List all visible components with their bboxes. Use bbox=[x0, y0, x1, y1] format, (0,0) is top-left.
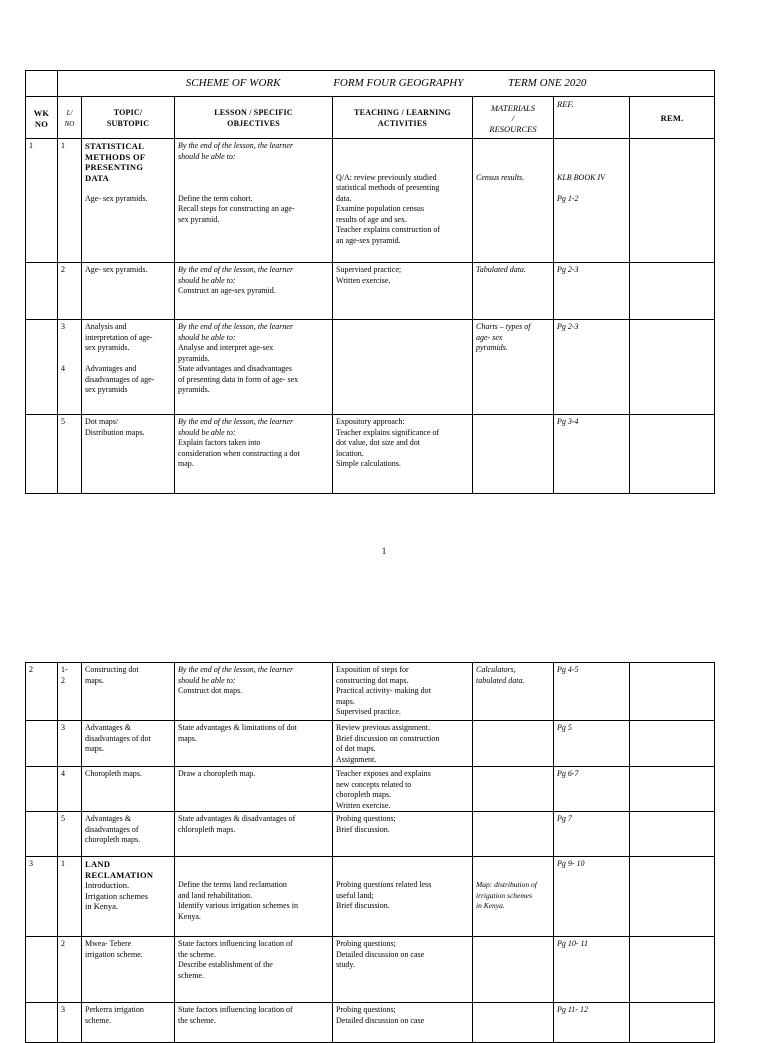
week-cell bbox=[26, 767, 58, 812]
lesson-number-cell: 1- 2 bbox=[58, 663, 82, 721]
activities-text: Teacher exposes and explains new concepts related to choropleth maps. Written exercise. bbox=[336, 769, 431, 810]
ref-page: Pg 1-2 bbox=[557, 193, 579, 203]
form-title: FORM FOUR GEOGRAPHY bbox=[333, 77, 464, 90]
activities-text: Probing questions; Detailed discussion on case bbox=[336, 1005, 425, 1025]
topic-cell bbox=[82, 812, 175, 857]
page-number: 1 bbox=[381, 546, 387, 556]
materials-cell bbox=[473, 721, 554, 767]
subtopic: Mwea- Tebere irrigation scheme. bbox=[85, 939, 143, 959]
objectives-text: State advantages & limitations of dot maps. bbox=[178, 723, 297, 743]
objectives-cell bbox=[175, 812, 333, 857]
materials-cell bbox=[473, 663, 554, 721]
remarks-cell bbox=[630, 320, 715, 415]
topic-heading: LAND RECLAMATION bbox=[85, 859, 154, 880]
table-row bbox=[26, 320, 715, 415]
scheme-table-page-2 bbox=[25, 662, 715, 1043]
lesson-number-cell: 3 bbox=[58, 721, 82, 767]
week-cell bbox=[26, 320, 58, 415]
objectives-cell bbox=[175, 721, 333, 767]
materials-cell bbox=[473, 767, 554, 812]
ref-text: Pg 9- 10 bbox=[557, 859, 585, 868]
materials-cell bbox=[473, 320, 554, 415]
subtopic: Age- sex pyramids. bbox=[85, 193, 148, 203]
materials-text: Calculators, tabulated data. bbox=[476, 665, 525, 685]
objectives-intro: By the end of the lesson, the learner should be able to: bbox=[178, 322, 294, 342]
ref-cell bbox=[554, 263, 630, 320]
objectives-text: Construct an age-sex pyramid. bbox=[178, 286, 276, 295]
ref-cell bbox=[554, 415, 630, 494]
week-cell: 2 bbox=[26, 663, 58, 721]
ref-text: Pg 6-7 bbox=[557, 769, 579, 778]
subtopic: Choropleth maps. bbox=[85, 769, 142, 778]
objectives-cell bbox=[175, 937, 333, 1003]
materials-cell bbox=[473, 1003, 554, 1043]
scheme-title: SCHEME OF WORK bbox=[185, 77, 281, 90]
materials-text: Map: distribution of irrigation schemes in Kenya. bbox=[476, 880, 537, 910]
subtopic: Advantages & disadvantages of dot maps. bbox=[85, 723, 151, 753]
topic-cell bbox=[82, 767, 175, 812]
remarks-cell bbox=[630, 415, 715, 494]
materials-cell bbox=[473, 263, 554, 320]
activities-cell bbox=[333, 263, 473, 320]
subtopic: Advantages and disadvantages of age- sex pyramids bbox=[85, 364, 155, 394]
activities-cell bbox=[333, 857, 473, 937]
objectives-cell bbox=[175, 139, 333, 263]
lesson-number-cell: 1 bbox=[58, 139, 82, 263]
ref-text: Pg 7 bbox=[557, 814, 572, 823]
remarks-cell bbox=[630, 857, 715, 937]
remarks-cell bbox=[630, 1003, 715, 1043]
activities-cell bbox=[333, 812, 473, 857]
activities-text: Expository approach: Teacher explains significance of dot value, dot size and dot location. Simple calculations. bbox=[336, 417, 440, 468]
table-row bbox=[26, 812, 715, 857]
ref-cell bbox=[554, 1003, 630, 1043]
remarks-cell bbox=[630, 721, 715, 767]
table-row bbox=[26, 721, 715, 767]
remarks-cell bbox=[630, 767, 715, 812]
materials-cell bbox=[473, 857, 554, 937]
subtopic: Age- sex pyramids. bbox=[85, 265, 148, 274]
objectives-cell bbox=[175, 857, 333, 937]
lesson-number-cell: 5 bbox=[58, 812, 82, 857]
col-header-materials: MATERIALS / RESOURCES bbox=[473, 97, 554, 139]
term-title: TERM ONE 2020 bbox=[508, 77, 587, 90]
table-row bbox=[26, 663, 715, 721]
table-row bbox=[26, 263, 715, 320]
subtopic: Dot maps/ Distribution maps. bbox=[85, 417, 145, 437]
ref-cell bbox=[554, 139, 630, 263]
materials-text: Census results. bbox=[476, 172, 525, 182]
document-title bbox=[58, 71, 715, 97]
ref-cell bbox=[554, 857, 630, 937]
topic-heading: STATISTICAL METHODS OF PRESENTING DATA bbox=[85, 141, 146, 183]
materials-cell bbox=[473, 937, 554, 1003]
topic-cell bbox=[82, 663, 175, 721]
objectives-text: Define the terms land reclamation and land rehabilitation. Identify various irrigation schemes in Kenya. bbox=[178, 880, 298, 921]
objectives-cell bbox=[175, 767, 333, 812]
topic-cell bbox=[82, 415, 175, 494]
week-cell bbox=[26, 937, 58, 1003]
activities-cell bbox=[333, 1003, 473, 1043]
lesson-number-cell: 2 bbox=[58, 937, 82, 1003]
col-header-lno: L/ NO bbox=[58, 97, 82, 139]
week-cell bbox=[26, 1003, 58, 1043]
remarks-cell bbox=[630, 937, 715, 1003]
week-cell: 3 bbox=[26, 857, 58, 937]
ref-cell bbox=[554, 812, 630, 857]
ref-text: Pg 11- 12 bbox=[557, 1005, 588, 1014]
table-row bbox=[26, 857, 715, 937]
ref-text: Pg 4-5 bbox=[557, 665, 579, 674]
objectives-intro: By the end of the lesson, the learner should be able to: bbox=[178, 417, 294, 437]
materials-cell bbox=[473, 139, 554, 263]
topic-cell bbox=[82, 937, 175, 1003]
lesson-number-cell: 2 bbox=[58, 263, 82, 320]
activities-cell bbox=[333, 415, 473, 494]
remarks-cell bbox=[630, 663, 715, 721]
ref-text: Pg 2-3 bbox=[557, 265, 579, 274]
ref-text: Pg 5 bbox=[557, 723, 572, 732]
objectives-text: State factors influencing location of the scheme. Describe establishment of the scheme. bbox=[178, 939, 293, 980]
ref-text: Pg 10- 11 bbox=[557, 939, 588, 948]
materials-text: Tabulated data. bbox=[476, 265, 526, 274]
objectives-text: State factors influencing location of the scheme. bbox=[178, 1005, 293, 1025]
week-cell bbox=[26, 721, 58, 767]
ref-cell bbox=[554, 663, 630, 721]
activities-text: Supervised practice; Written exercise. bbox=[336, 265, 402, 285]
activities-cell bbox=[333, 721, 473, 767]
remarks-cell bbox=[630, 139, 715, 263]
activities-cell bbox=[333, 139, 473, 263]
activities-cell bbox=[333, 937, 473, 1003]
lesson-number-cell: 3 4 bbox=[58, 320, 82, 415]
activities-cell bbox=[333, 320, 473, 415]
objectives-cell bbox=[175, 415, 333, 494]
objectives-text: Construct dot maps. bbox=[178, 686, 243, 695]
ref-cell bbox=[554, 320, 630, 415]
col-header-ref: REF. bbox=[554, 97, 630, 139]
ref-text: KLB BOOK IV bbox=[557, 172, 605, 182]
topic-cell bbox=[82, 320, 175, 415]
subtopic: Perkerra irrigation scheme. bbox=[85, 1005, 144, 1025]
ref-cell bbox=[554, 721, 630, 767]
activities-text: Probing questions; Detailed discussion on case study. bbox=[336, 939, 425, 969]
topic-cell bbox=[82, 857, 175, 937]
col-header-activities: TEACHING / LEARNING ACTIVITIES bbox=[333, 97, 473, 139]
table-row bbox=[26, 767, 715, 812]
week-cell bbox=[26, 415, 58, 494]
table-row bbox=[26, 139, 715, 263]
materials-cell bbox=[473, 812, 554, 857]
activities-cell bbox=[333, 663, 473, 721]
table-row bbox=[26, 937, 715, 1003]
objectives-cell bbox=[175, 263, 333, 320]
subtopic: Analysis and interpretation of age- sex pyramids. bbox=[85, 322, 153, 352]
lesson-number-cell: 4 bbox=[58, 767, 82, 812]
objectives-text: State advantages & disadvantages of chloropleth maps. bbox=[178, 814, 296, 834]
ref-text: Pg 2-3 bbox=[557, 322, 579, 331]
objectives-text: Draw a choropleth map. bbox=[178, 769, 256, 778]
activities-text: Review previous assignment. Brief discussion on construction of dot maps. Assignment. bbox=[336, 723, 440, 764]
lesson-number-cell: 3 bbox=[58, 1003, 82, 1043]
activities-text: Probing questions; Brief discussion. bbox=[336, 814, 396, 834]
subtopic: Advantages & disadvantages of choropleth maps. bbox=[85, 814, 141, 844]
topic-cell bbox=[82, 263, 175, 320]
objectives-text: Explain factors taken into consideration when constructing a dot map. bbox=[178, 438, 300, 468]
lesson-number-cell: 5 bbox=[58, 415, 82, 494]
week-cell: 1 bbox=[26, 139, 58, 263]
objectives-text: Define the term cohort. Recall steps for constructing an age- sex pyramid. bbox=[178, 193, 295, 224]
objectives-intro: By the end of the lesson, the learner should be able to: bbox=[178, 141, 294, 161]
week-cell bbox=[26, 812, 58, 857]
lesson-number-cell: 1 bbox=[58, 857, 82, 937]
activities-text: Exposition of steps for constructing dot maps. Practical activity- making dot maps. Supervised practice. bbox=[336, 665, 431, 716]
objectives-intro: By the end of the lesson, the learner should be able to: bbox=[178, 265, 294, 285]
col-header-rem: REM. bbox=[630, 97, 715, 139]
activities-cell bbox=[333, 767, 473, 812]
col-header-wk: WK NO bbox=[26, 97, 58, 139]
materials-cell bbox=[473, 415, 554, 494]
subtopic: Constructing dot maps. bbox=[85, 665, 139, 685]
objectives-cell bbox=[175, 1003, 333, 1043]
topic-cell bbox=[82, 1003, 175, 1043]
objectives-cell bbox=[175, 663, 333, 721]
objectives-cell bbox=[175, 320, 333, 415]
activities-text: Q/A: review previously studied statistical methods of presenting data. Examine population census results of age and sex. Teacher explains construction of an age-sex pyramid. bbox=[336, 172, 441, 245]
week-cell bbox=[26, 263, 58, 320]
objectives-text: Analyse and interpret age-sex pyramids. State advantages and disadvantages of presenting data in form of age- sex pyramids. bbox=[178, 343, 299, 394]
scheme-table-page-1 bbox=[25, 70, 715, 494]
objectives-intro: By the end of the lesson, the learner should be able to: bbox=[178, 665, 294, 685]
ref-text: Pg 3-4 bbox=[557, 417, 579, 426]
col-header-objectives: LESSON / SPECIFIC OBJECTIVES bbox=[175, 97, 333, 139]
materials-text: Charts – types of age- sex pyramids. bbox=[476, 322, 531, 352]
table-row bbox=[26, 415, 715, 494]
remarks-cell bbox=[630, 812, 715, 857]
topic-cell bbox=[82, 139, 175, 263]
table-row bbox=[26, 1003, 715, 1043]
subtopic: Introduction. Irrigation schemes in Kenya. bbox=[85, 880, 149, 911]
activities-text: Probing questions related less useful land; Brief discussion. bbox=[336, 880, 432, 910]
ref-cell bbox=[554, 767, 630, 812]
remarks-cell bbox=[630, 263, 715, 320]
col-header-topic: TOPIC/ SUBTOPIC bbox=[82, 97, 175, 139]
blank-corner-cell bbox=[26, 71, 58, 97]
topic-cell bbox=[82, 721, 175, 767]
ref-cell bbox=[554, 937, 630, 1003]
